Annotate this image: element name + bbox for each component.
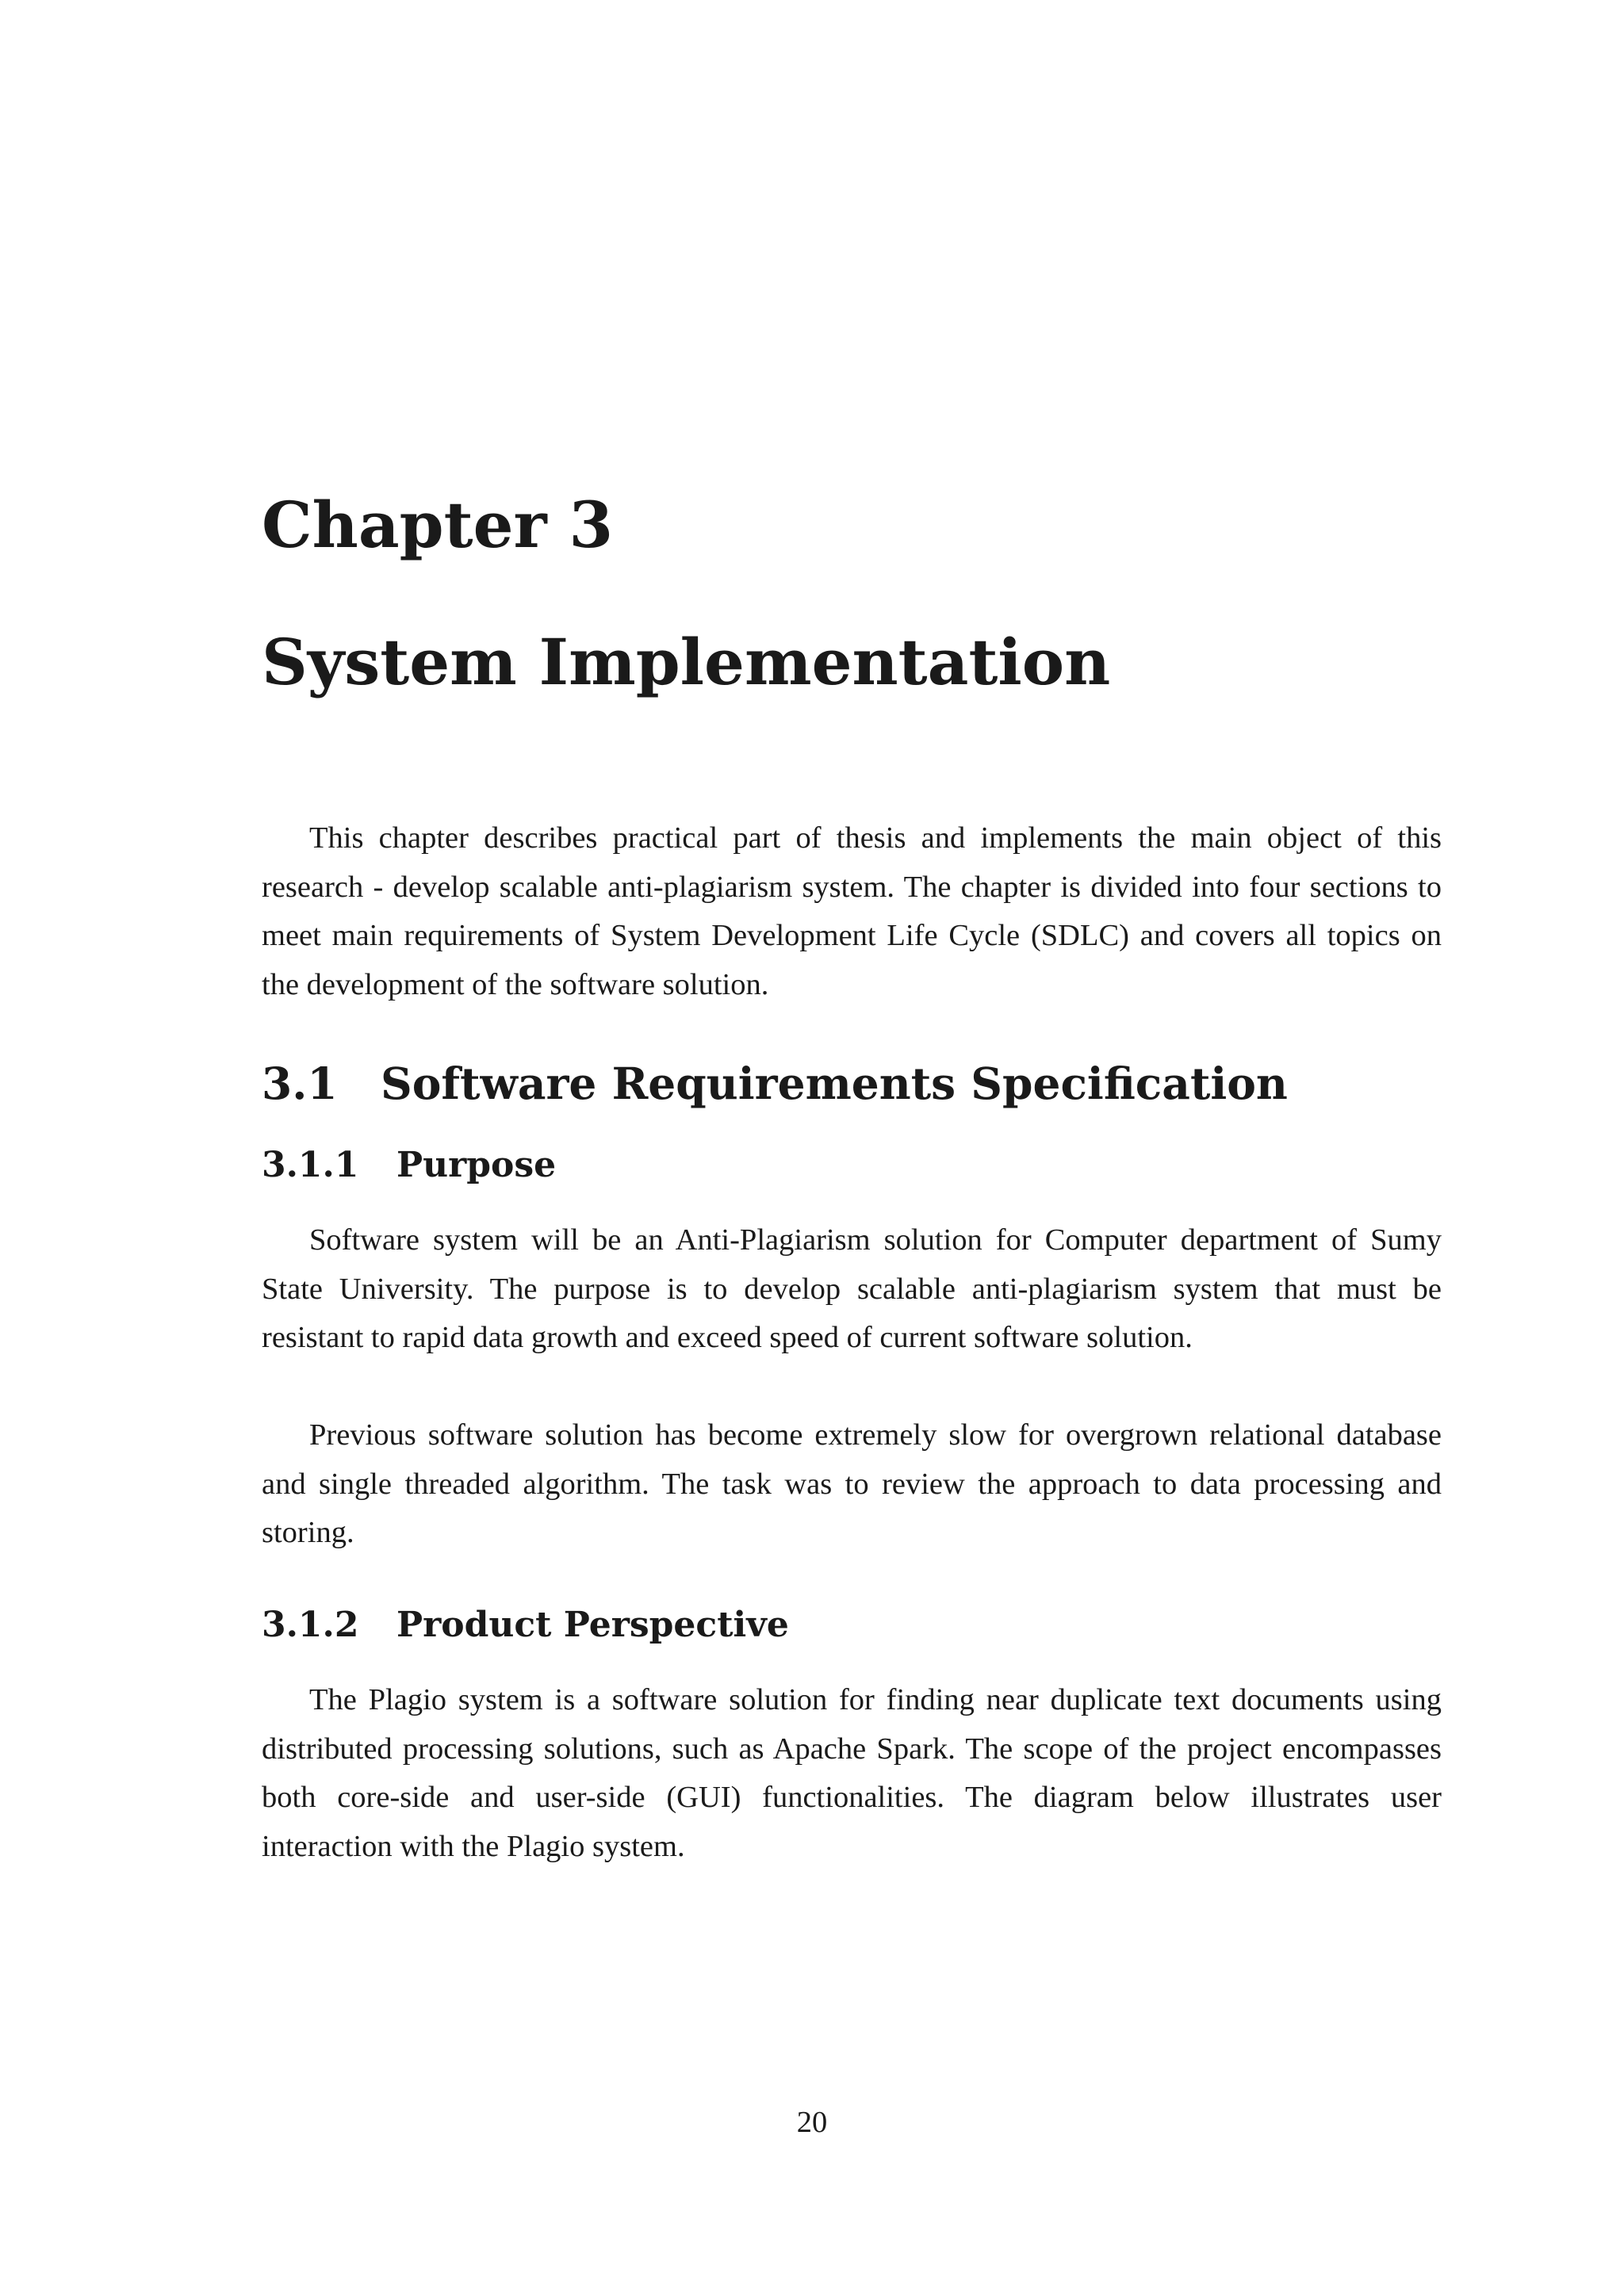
product-perspective-paragraph: The Plagio system is a software solution for finding near duplicate text documents using distributed processing solutions, such as Apache Spark. The scope of the project encompasses both core-side and user-side (GUI) functionalities. The diagram below illustrates user interaction with the Plagio system. — [262, 1683, 1442, 1863]
chapter-title: System Implementation — [262, 625, 1111, 699]
purpose-paragraph-2: Previous software solution has become extremely slow for overgrown relational database and single threaded algorithm. The task was to review the approach to data processing and storing. — [262, 1418, 1442, 1549]
subsection-number: 3.1.1 — [262, 1145, 359, 1185]
section-number: 3.1 — [262, 1058, 338, 1109]
subsection-heading-3-1-2 — [262, 1601, 789, 1649]
chapter-label: Chapter 3 — [262, 488, 614, 562]
section-title: Software Requirements Specification — [381, 1058, 1288, 1109]
subsection-number: 3.1.2 — [262, 1605, 359, 1645]
subsection-title: Purpose — [396, 1145, 557, 1185]
subsection-heading-3-1-1 — [262, 1142, 556, 1189]
section-heading-3-1 — [262, 1056, 1288, 1112]
subsection-title: Product Perspective — [396, 1605, 789, 1645]
purpose-paragraph-1: Software system will be an Anti-Plagiarism solution for Computer department of Sumy State University. The purpose is to develop scalable anti-plagiarism system that must be resistant to rapid data growth and exceed speed of current software solution. — [262, 1223, 1442, 1354]
page-number: 20 — [796, 2106, 828, 2139]
intro-paragraph: This chapter describes practical part of thesis and implements the main object of this research - develop scalable anti-plagiarism system. The chapter is divided into four sections to meet main requirements of System Development Life Cycle (SDLC) and covers all topics on the development of the software solution. — [262, 821, 1442, 1001]
